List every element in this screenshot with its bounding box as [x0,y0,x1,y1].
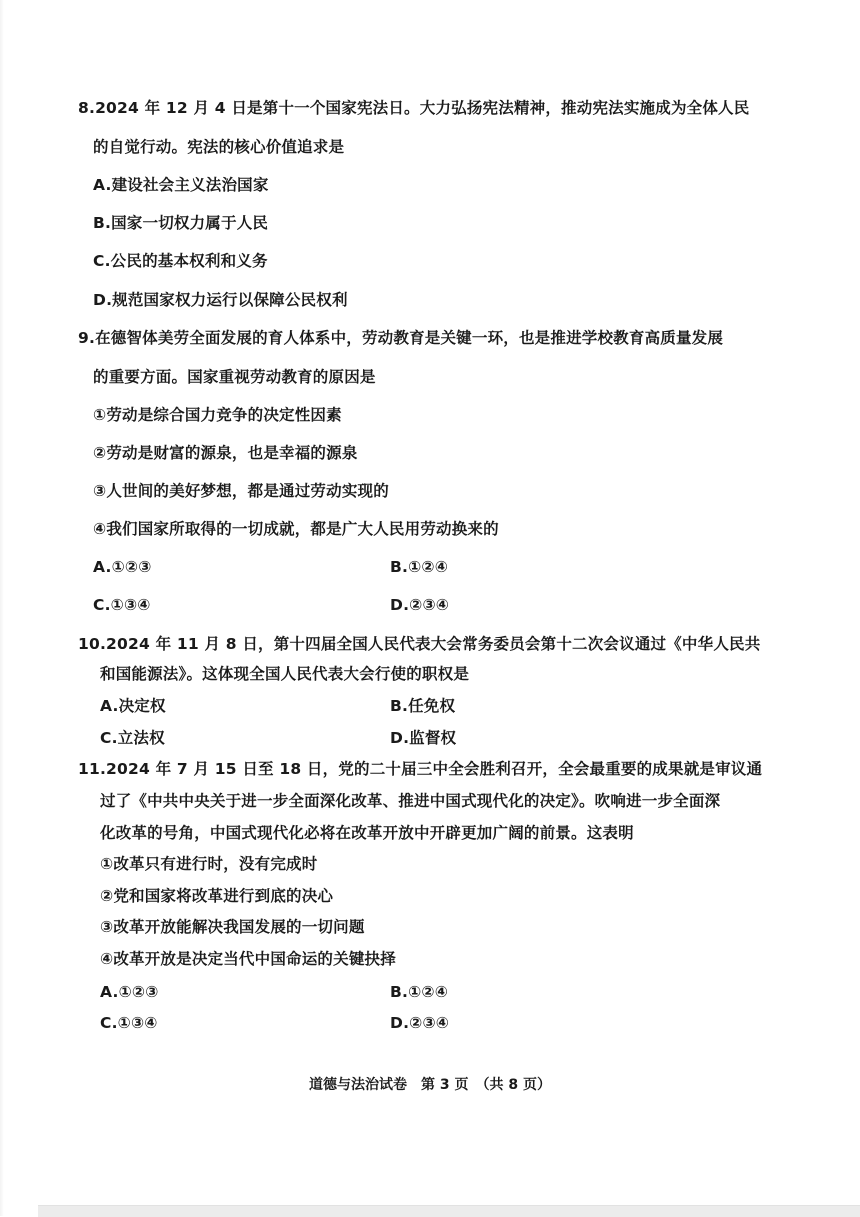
question-11-statement-2: ②党和国家将改革进行到底的决心 [100,887,334,905]
question-11-option-d: D.②③④ [390,1014,450,1032]
question-11-statement-1: ①改革只有进行时，没有完成时 [100,855,318,873]
scan-edge-shadow [0,0,4,1216]
question-10-option-c: C.立法权 [100,729,165,747]
question-8-option-c: C.公民的基本权利和义务 [93,252,268,270]
question-10-stem-line-2: 和国能源法》。这体现全国人民代表大会行使的职权是 [100,665,470,683]
question-10-option-a: A.决定权 [100,697,166,715]
question-9-option-c: C.①③④ [93,596,151,614]
question-10-stem-line-1: 10.2024 年 11 月 8 日，第十四届全国人民代表大会常务委员会第十二次会议通过《中华人民共 [78,635,761,653]
question-11-stem-line-3: 化改革的号角，中国式现代化必将在改革开放中开辟更加广阔的前景。这表明 [100,824,634,842]
question-9-statement-4: ④我们国家所取得的一切成就，都是广大人民用劳动换来的 [93,520,499,538]
question-11-option-a: A.①②③ [100,983,159,1001]
question-11-option-c: C.①③④ [100,1014,158,1032]
question-10-option-b: B.任免权 [390,697,456,715]
question-9-option-a: A.①②③ [93,558,152,576]
question-8-option-d: D.规范国家权力运行以保障公民权利 [93,291,348,309]
question-9-stem-line-1: 9.在德智体美劳全面发展的育人体系中，劳动教育是关键一环，也是推进学校教育高质量发展 [78,329,724,347]
question-9-stem-line-2: 的重要方面。国家重视劳动教育的原因是 [93,368,376,386]
question-11-stem-line-1: 11.2024 年 7 月 15 日至 18 日，党的二十届三中全会胜利召开，全会最重要的成果就是审议通 [78,760,763,778]
question-10-option-d: D.监督权 [390,729,457,747]
question-9-statement-2: ②劳动是财富的源泉，也是幸福的源泉 [93,444,358,462]
question-8-stem-line-2: 的自觉行动。宪法的核心价值追求是 [93,138,345,156]
question-8-option-b: B.国家一切权力属于人民 [93,214,269,232]
question-11-option-b: B.①②④ [390,983,449,1001]
question-8-stem-line-1: 8.2024 年 12 月 4 日是第十一个国家宪法日。大力弘扬宪法精神，推动宪法实施成为全体人民 [78,99,750,117]
question-9-option-d: D.②③④ [390,596,450,614]
question-8-option-a: A.建设社会主义法治国家 [93,176,269,194]
question-9-option-b: B.①②④ [390,558,449,576]
scan-bottom-edge [38,1205,860,1217]
question-11-statement-4: ④改革开放是决定当代中国命运的关键抉择 [100,950,396,968]
page-footer: 道德与法治试卷 第 3 页 （共 8 页） [309,1077,551,1093]
question-11-statement-3: ③改革开放能解决我国发展的一切问题 [100,918,365,936]
question-9-statement-3: ③人世间的美好梦想，都是通过劳动实现的 [93,482,389,500]
question-9-statement-1: ①劳动是综合国力竞争的决定性因素 [93,406,342,424]
question-11-stem-line-2: 过了《中共中央关于进一步全面深化改革、推进中国式现代化的决定》。吹响进一步全面深 [100,792,721,810]
